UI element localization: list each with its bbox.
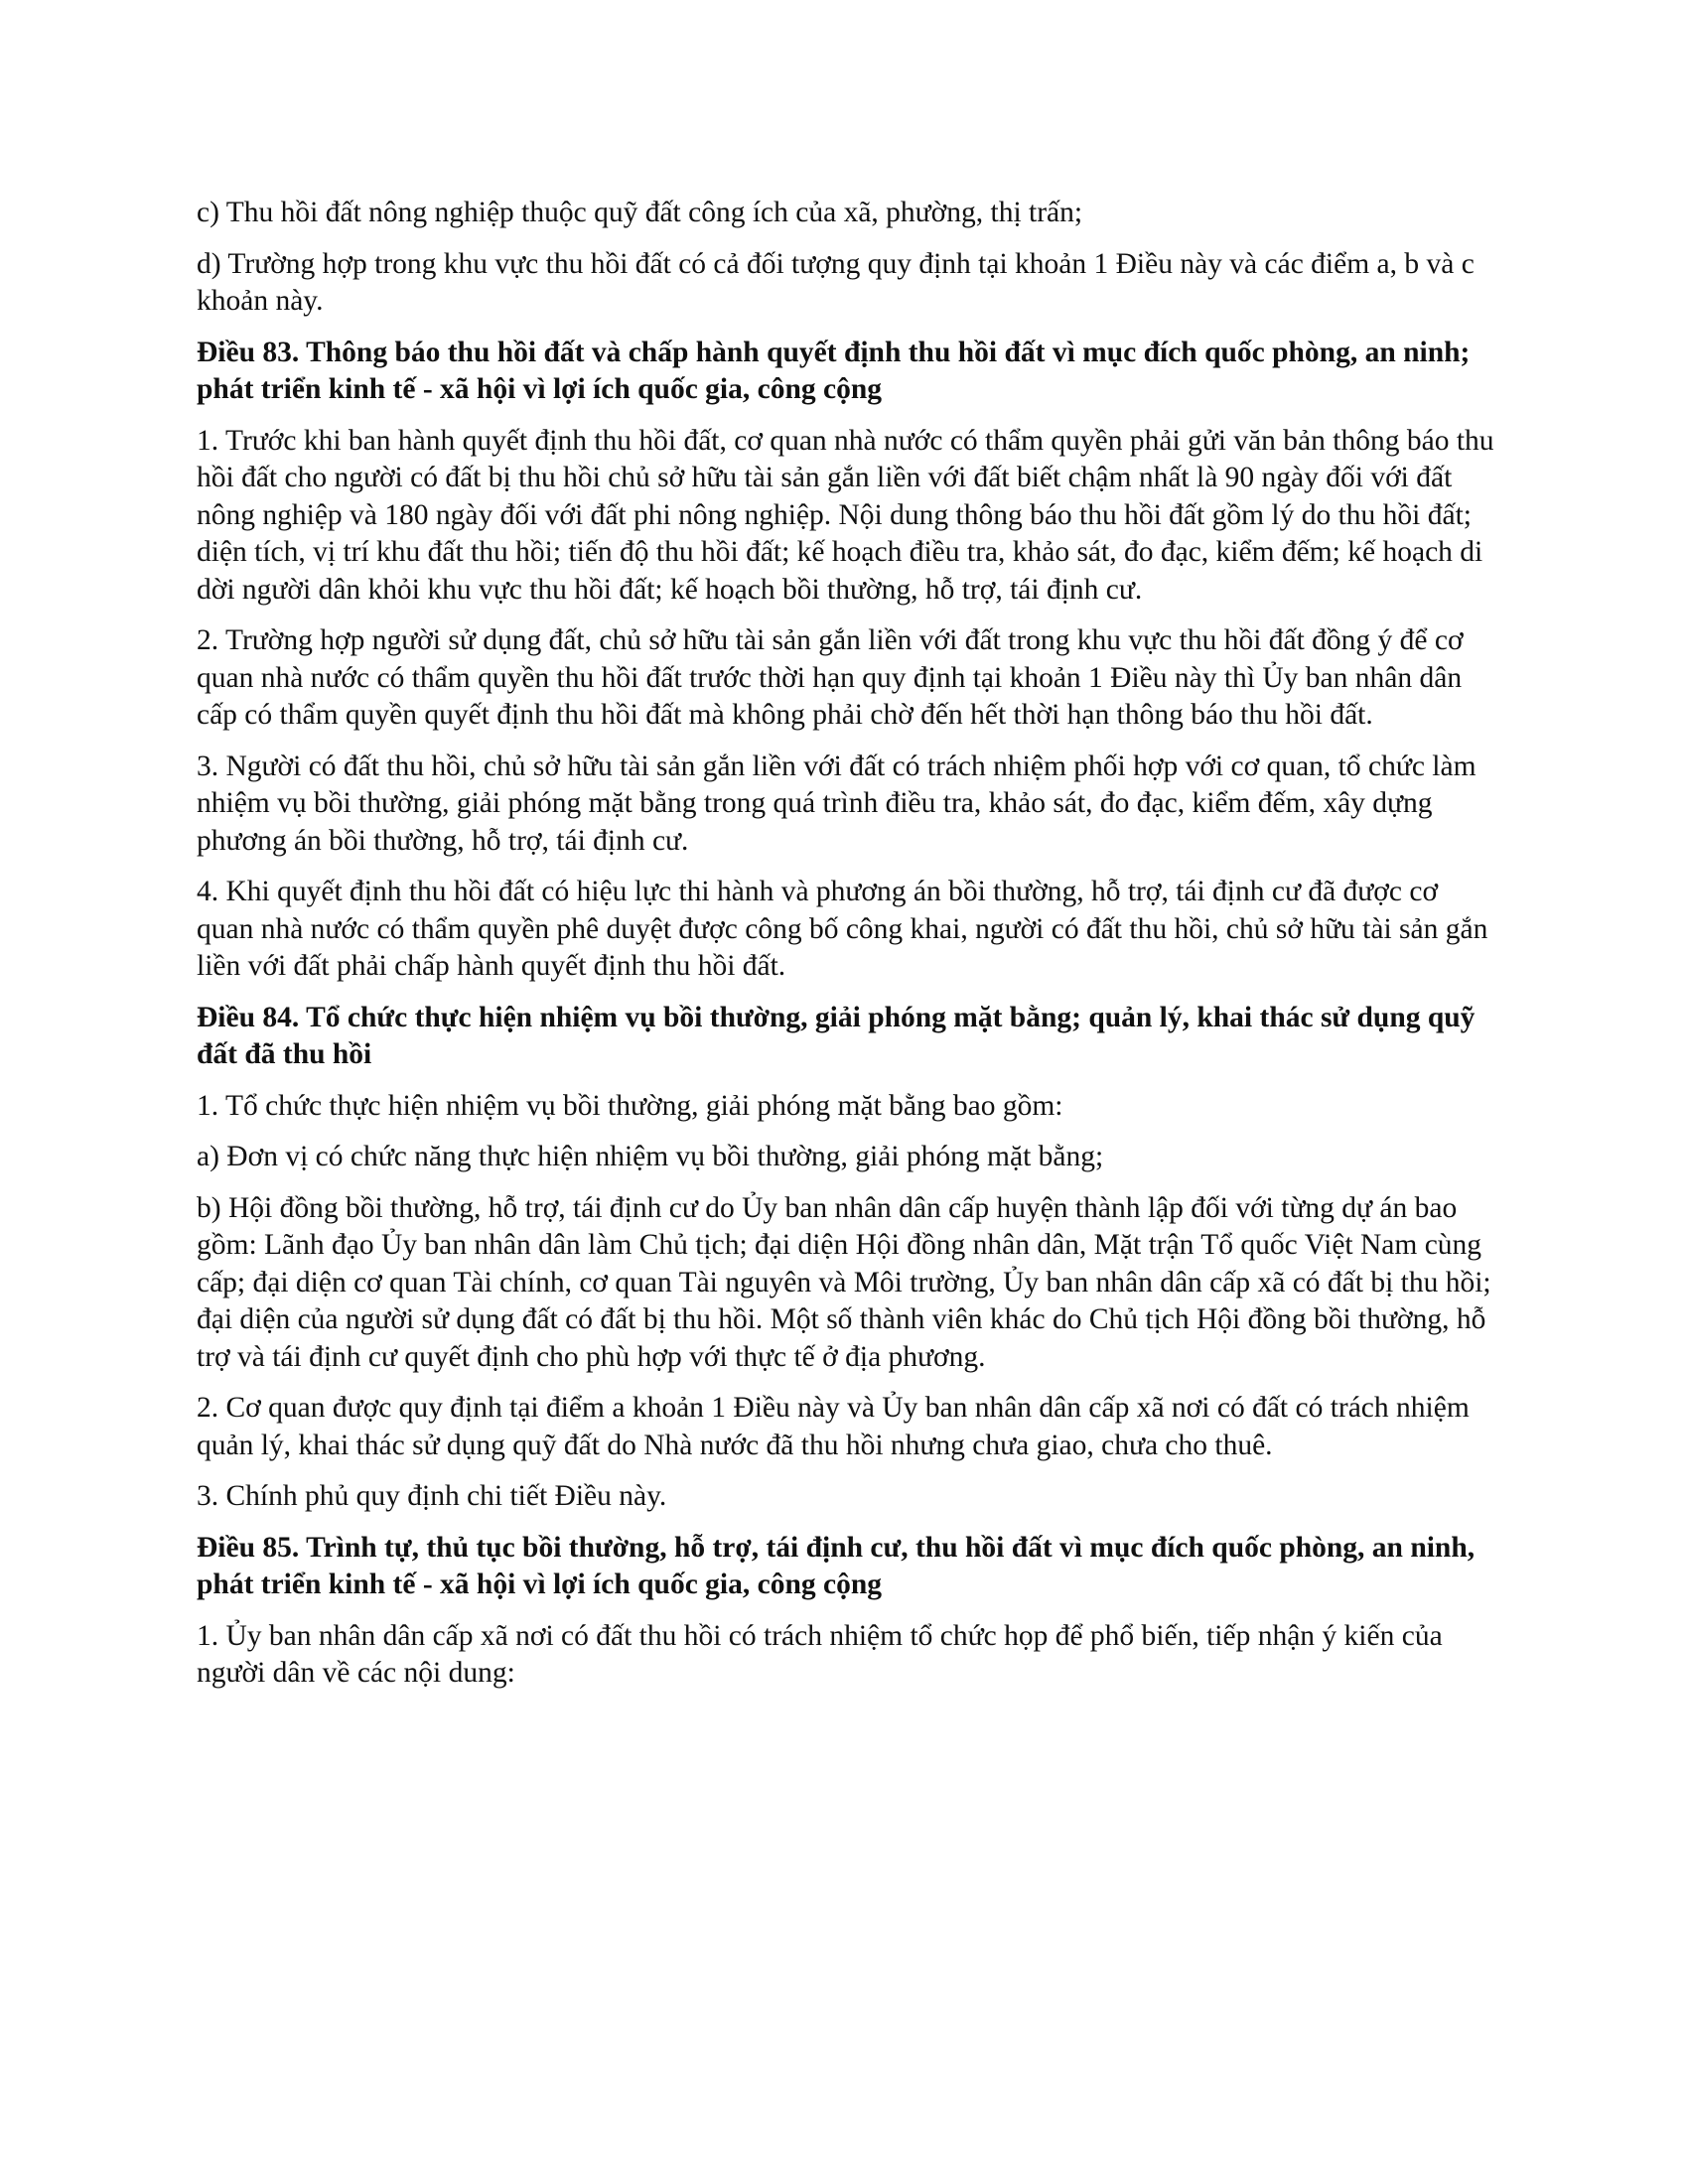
article-83-clause-1: 1. Trước khi ban hành quyết định thu hồi đất, cơ quan nhà nước có thẩm quyền phải gửi văn bản thông báo thu hồi đất cho người có đất bị thu hồi chủ sở hữu tài sản gắn liền với đất biết chậm nhất là 90 ngày đối với đất nông nghiệp và 180 ngày đối với đất phi nông nghiệp. Nội dung thông báo thu hồi đất gồm lý do thu hồi đất; diện tích, vị trí khu đất thu hồi; tiến độ thu hồi đất; kế hoạch điều tra, khảo sát, đo đạc, kiểm đếm; kế hoạch di dời người dân khỏi khu vực thu hồi đất; kế hoạch bồi thường, hỗ trợ, tái định cư. (197, 424, 1494, 606)
article-84-clause-1b: b) Hội đồng bồi thường, hỗ trợ, tái định cư do Ủy ban nhân dân cấp huyện thành lập đối với từng dự án bao gồm: Lãnh đạo Ủy ban nhân dân làm Chủ tịch; đại diện Hội đồng nhân dân, Mặt trận Tổ quốc Việt Nam cùng cấp; đại diện cơ quan Tài chính, cơ quan Tài nguyên và Môi trường, Ủy ban nhân dân cấp xã có đất bị thu hồi; đại diện của người sử dụng đất có đất bị thu hồi. Một số thành viên khác do Chủ tịch Hội đồng bồi thường, hỗ trợ và tái định cư quyết định cho phù hợp với thực tế ở địa phương. (197, 1191, 1491, 1373)
article-83-heading: Điều 83. Thông báo thu hồi đất và chấp hành quyết định thu hồi đất vì mục đích quốc phòng, an ninh; phát triển kinh tế - xã hội vì lợi ích quốc gia, công cộng (197, 336, 1471, 405)
article-85-clause-1: 1. Ủy ban nhân dân cấp xã nơi có đất thu hồi có trách nhiệm tổ chức họp để phổ biến, tiếp nhận ý kiến của người dân về các nội dung: (197, 1619, 1443, 1689)
article-83-clause-4: 4. Khi quyết định thu hồi đất có hiệu lực thi hành và phương án bồi thường, hỗ trợ, tái định cư đã được cơ quan nhà nước có thẩm quyền phê duyệt được công bố công khai, người có đất thu hồi, chủ sở hữu tài sản gắn liền với đất phải chấp hành quyết định thu hồi đất. (197, 876, 1488, 982)
clause-c-paragraph: c) Thu hồi đất nông nghiệp thuộc quỹ đất công ích của xã, phường, thị trấn; (197, 197, 1083, 228)
article-84-clause-3: 3. Chính phủ quy định chi tiết Điều này. (197, 1480, 667, 1512)
article-83-clause-2: 2. Trường hợp người sử dụng đất, chủ sở hữu tài sản gắn liền với đất trong khu vực thu hồi đất đồng ý để cơ quan nhà nước có thẩm quyền thu hồi đất trước thời hạn quy định tại khoản 1 Điều này thì Ủy ban nhân dân cấp có thẩm quyền quyết định thu hồi đất mà không phải chờ đến hết thời hạn thông báo thu hồi đất. (197, 624, 1464, 731)
article-84-heading: Điều 84. Tổ chức thực hiện nhiệm vụ bồi thường, giải phóng mặt bằng; quản lý, khai thác sử dụng quỹ đất đã thu hồi (197, 1001, 1476, 1070)
article-83-clause-3: 3. Người có đất thu hồi, chủ sở hữu tài sản gắn liền với đất có trách nhiệm phối hợp với cơ quan, tổ chức làm nhiệm vụ bồi thường, giải phóng mặt bằng trong quá trình điều tra, khảo sát, đo đạc, kiểm đếm, xây dựng phương án bồi thường, hỗ trợ, tái định cư. (197, 750, 1477, 857)
article-84-clause-2: 2. Cơ quan được quy định tại điểm a khoản 1 Điều này và Ủy ban nhân dân cấp xã nơi có đất có trách nhiệm quản lý, khai thác sử dụng quỹ đất do Nhà nước đã thu hồi nhưng chưa giao, chưa cho thuê. (197, 1392, 1470, 1461)
clause-d-paragraph: d) Trường hợp trong khu vực thu hồi đất có cả đối tượng quy định tại khoản 1 Điều này và các điểm a, b và c khoản này. (197, 247, 1475, 317)
article-84-clause-1a: a) Đơn vị có chức năng thực hiện nhiệm vụ bồi thường, giải phóng mặt bằng; (197, 1141, 1104, 1172)
article-84-clause-1: 1. Tổ chức thực hiện nhiệm vụ bồi thường, giải phóng mặt bằng bao gồm: (197, 1089, 1063, 1122)
document-page (197, 195, 1497, 1706)
article-85-heading: Điều 85. Trình tự, thủ tục bồi thường, hỗ trợ, tái định cư, thu hồi đất vì mục đích quốc phòng, an ninh, phát triển kinh tế - xã hội vì lợi ích quốc gia, công cộng (197, 1531, 1476, 1600)
